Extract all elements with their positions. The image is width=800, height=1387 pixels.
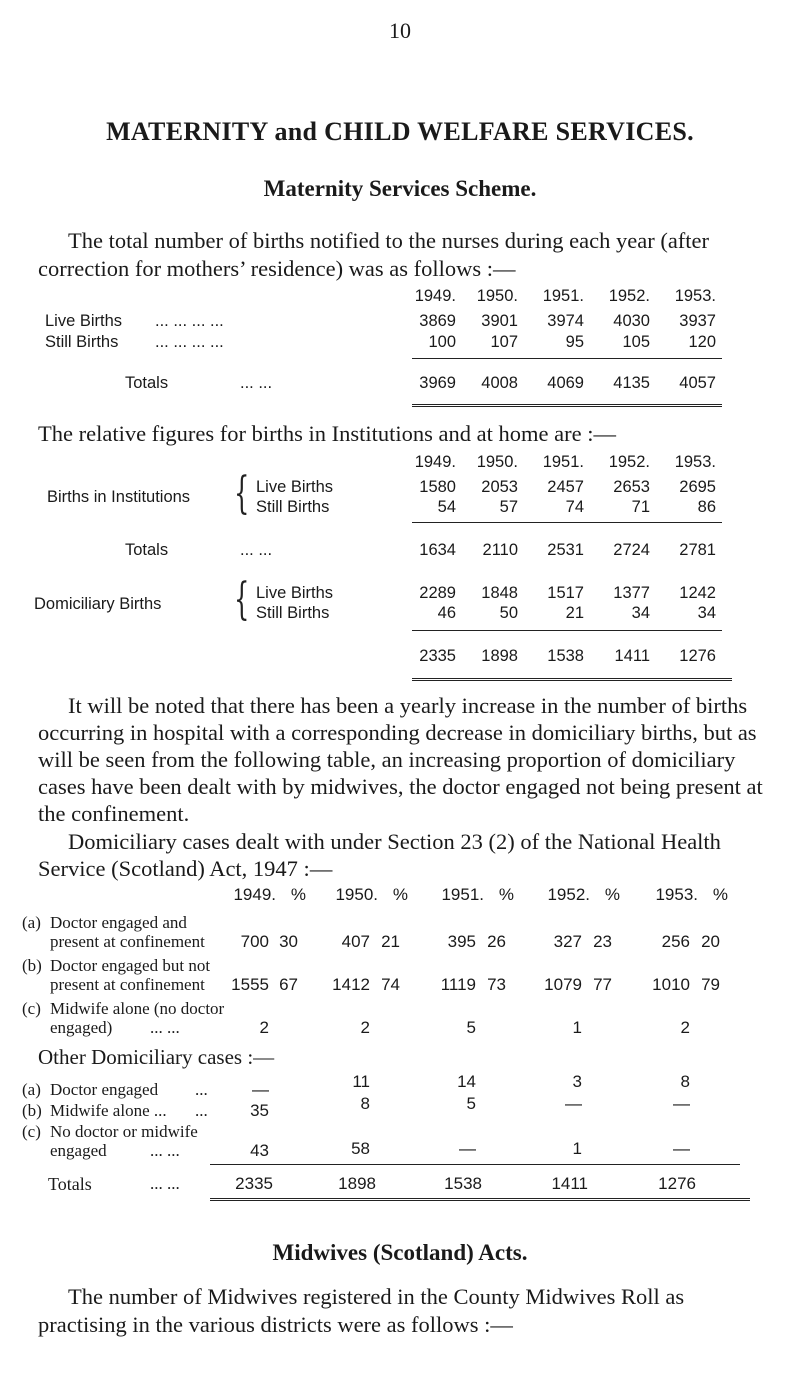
year-header: 1949.	[233, 885, 276, 904]
leader-dots: ...	[195, 1080, 208, 1099]
percent-header: %	[604, 885, 620, 904]
table-cell: 1411	[551, 1174, 588, 1193]
table-cell: 1848	[481, 584, 518, 602]
table-cell: 50	[499, 604, 518, 622]
totals-label: Totals	[125, 541, 169, 559]
table-cell: 67	[279, 975, 298, 994]
left-brace-icon: {	[234, 468, 250, 519]
table-cell: 77	[593, 975, 612, 994]
table-cell: 1898	[481, 647, 518, 665]
row-label: Still Births	[256, 604, 330, 622]
year-header: 1950.	[335, 885, 378, 904]
table-cell: 8	[360, 1094, 370, 1113]
table-cell: 4030	[613, 312, 650, 330]
table1-year: 1953.	[674, 287, 716, 305]
midwives-text: The number of Midwives registered in the County Midwives Roll as practising in the various districts were as follows :—	[38, 1284, 685, 1337]
table-cell: 105	[622, 333, 650, 351]
table-cell: 100	[428, 333, 456, 351]
table-cell: 4135	[613, 374, 650, 392]
leader-dots: ... ...	[240, 374, 273, 392]
relative-intro-text: The relative figures for births in Institutions and at home are :—	[38, 421, 616, 446]
row-label-line2: engaged)	[50, 1018, 113, 1037]
table-cell: 1538	[444, 1174, 482, 1193]
percent-header: %	[392, 885, 408, 904]
row-label: Live Births	[256, 478, 334, 496]
intro-text: The total number of births notified to the nurses during each year (after correction for mothers’ residence) was as follows :—	[38, 228, 710, 281]
table-cell: 1538	[547, 647, 584, 665]
table-cell: 35	[250, 1101, 269, 1120]
table-cell: 1242	[679, 584, 716, 602]
table-cell: 1377	[613, 584, 650, 602]
table-cell: 23	[593, 932, 612, 951]
total-double-rule	[412, 678, 732, 684]
table2-year: 1952.	[608, 453, 650, 471]
total-double-rule	[210, 1198, 750, 1204]
row-key: (a)	[22, 1080, 41, 1099]
row-label-line2: present at confinement	[50, 975, 205, 994]
table-cell: 2	[680, 1018, 690, 1037]
table-cell: 700	[240, 932, 269, 951]
domiciliary-intro-paragraph	[38, 828, 778, 882]
table-cell: 43	[250, 1141, 269, 1160]
table-cell: 95	[565, 333, 584, 351]
subtotal-rule	[210, 1164, 740, 1165]
row-key: (c)	[22, 1122, 41, 1141]
leader-dots: ...	[195, 1101, 208, 1120]
section-title-maternity: Maternity Services Scheme.	[263, 176, 537, 201]
table-cell: 3937	[679, 312, 716, 330]
table-cell: 1	[572, 1018, 582, 1037]
table-cell: 3969	[419, 374, 456, 392]
year-header: 1952.	[547, 885, 590, 904]
table1-year: 1949.	[414, 287, 456, 305]
institutions-group-label: Births in Institutions	[47, 488, 191, 506]
table-cell: 1276	[679, 647, 716, 665]
table-cell: 1079	[544, 975, 582, 994]
leader-dots: ... ...	[240, 541, 273, 559]
table-cell: 20	[701, 932, 720, 951]
table-cell: 1010	[652, 975, 690, 994]
table-cell: 5	[466, 1094, 476, 1113]
table-cell: 30	[279, 932, 298, 951]
totals-label: Totals	[48, 1174, 92, 1194]
table-cell: 14	[457, 1072, 476, 1091]
table-cell: —	[252, 1080, 269, 1099]
table-cell: 8	[680, 1072, 690, 1091]
table-cell: 1412	[332, 975, 370, 994]
row-key: (b)	[22, 1101, 42, 1120]
table1-year: 1950.	[476, 287, 518, 305]
page-title: MATERNITY and CHILD WELFARE SERVICES.	[106, 117, 694, 146]
table-cell: 74	[565, 498, 584, 516]
table-cell: 2289	[419, 584, 456, 602]
table-cell: 74	[381, 975, 400, 994]
row-label: Live Births	[45, 312, 123, 330]
table-cell: 21	[565, 604, 584, 622]
leader-dots: ... ... ... ...	[155, 312, 224, 330]
year-header: 1953.	[655, 885, 698, 904]
table-cell: 2053	[481, 478, 518, 496]
table-cell: 256	[661, 932, 690, 951]
table-cell: 120	[688, 333, 716, 351]
row-label-line1: Midwife alone (no doctor	[50, 999, 225, 1018]
table-cell: 2781	[679, 541, 716, 559]
table-cell: 58	[351, 1139, 370, 1158]
row-label-line2: present at confinement	[50, 932, 205, 951]
table-cell: 107	[490, 333, 518, 351]
note-paragraph	[38, 692, 778, 827]
table-cell: 1276	[658, 1174, 696, 1193]
total-double-rule	[412, 404, 722, 410]
table-cell: —	[673, 1139, 690, 1158]
year-header: 1951.	[441, 885, 484, 904]
midwives-paragraph	[38, 1283, 778, 1339]
table-cell: 1634	[419, 541, 456, 559]
table-cell: 11	[352, 1072, 370, 1091]
table-cell: 1119	[440, 975, 476, 994]
percent-header: %	[712, 885, 728, 904]
row-label: Still Births	[256, 498, 330, 516]
table2-year: 1953.	[674, 453, 716, 471]
row-label: Live Births	[256, 584, 334, 602]
percent-header: %	[498, 885, 514, 904]
row-key: (c)	[22, 999, 41, 1018]
note-text: It will be noted that there has been a yearly increase in the number of births occurring in hospital with a corresponding decrease in domiciliary births, but as will be seen from the following table, an increasing proportion of domiciliary cases have been dealt with by midwives, the doctor engaged not being present at the confinement.	[38, 693, 763, 826]
table-cell: 2335	[235, 1174, 273, 1193]
table-cell: —	[565, 1094, 582, 1113]
table-cell: 79	[701, 975, 720, 994]
table-cell: 2	[360, 1018, 370, 1037]
table-cell: 1	[572, 1139, 582, 1158]
table-cell: 1517	[547, 584, 584, 602]
table-cell: 2724	[613, 541, 650, 559]
table-cell: 3	[572, 1072, 582, 1091]
table-cell: 2457	[547, 478, 584, 496]
table-cell: 1555	[231, 975, 269, 994]
table1-year: 1951.	[542, 287, 584, 305]
subtotal-rule	[412, 522, 722, 523]
table-cell: 407	[341, 932, 370, 951]
row-label-line1: No doctor or midwife	[50, 1122, 198, 1141]
table-cell: 4057	[679, 374, 716, 392]
relative-figures-paragraph	[38, 420, 778, 448]
table-cell: 4008	[481, 374, 518, 392]
table-cell: 3869	[419, 312, 456, 330]
totals-label: Totals	[125, 374, 169, 392]
table-cell: —	[673, 1094, 690, 1113]
table-cell: 86	[697, 498, 716, 516]
table-cell: 3974	[547, 312, 584, 330]
table-cell: 1580	[419, 478, 456, 496]
table-cell: 5	[466, 1018, 476, 1037]
leader-dots: ... ... ... ...	[155, 333, 224, 351]
other-cases-heading: Other Domiciliary cases :—	[38, 1045, 275, 1069]
table-cell: 3901	[481, 312, 518, 330]
table-cell: 73	[487, 975, 506, 994]
row-label-line1: Doctor engaged but not	[50, 956, 211, 975]
table2-year: 1950.	[476, 453, 518, 471]
table-cell: 21	[381, 932, 400, 951]
table-cell: 395	[447, 932, 476, 951]
table-cell: 2110	[482, 541, 518, 559]
table-cell: 34	[697, 604, 716, 622]
table-cell: 2695	[679, 478, 716, 496]
table-cell: 2	[259, 1018, 269, 1037]
row-label-line2: engaged	[50, 1141, 107, 1160]
row-key: (a)	[22, 913, 41, 932]
leader-dots: ... ...	[150, 1141, 180, 1160]
domiciliary-intro-text: Domiciliary cases dealt with under Section 23 (2) of the National Health Service (Scotland) Act, 1947 :—	[38, 829, 721, 881]
leader-dots: ... ...	[150, 1174, 180, 1193]
table-cell: —	[459, 1139, 476, 1158]
subtotal-rule	[412, 630, 722, 631]
leader-dots: ... ...	[150, 1018, 180, 1037]
table-cell: 1411	[614, 647, 650, 665]
percent-header: %	[290, 885, 306, 904]
row-label-line1: Doctor engaged	[50, 1080, 159, 1099]
left-brace-icon: {	[234, 574, 250, 625]
table-cell: 57	[499, 498, 518, 516]
page-number: 10	[389, 18, 411, 43]
table-cell: 2531	[547, 541, 584, 559]
row-label-line1: Midwife alone ...	[50, 1101, 167, 1120]
table-cell: 1898	[338, 1174, 376, 1193]
table-cell: 26	[487, 932, 506, 951]
table-cell: 46	[437, 604, 456, 622]
row-key: (b)	[22, 956, 42, 975]
table-cell: 4069	[547, 374, 584, 392]
table-cell: 71	[631, 498, 650, 516]
table-cell: 2653	[613, 478, 650, 496]
table2-year: 1949.	[414, 453, 456, 471]
section-title-midwives: Midwives (Scotland) Acts.	[272, 1240, 528, 1265]
table-cell: 327	[553, 932, 582, 951]
row-label-line1: Doctor engaged and	[50, 913, 187, 932]
row-label: Still Births	[45, 333, 119, 351]
domiciliary-group-label: Domiciliary Births	[34, 595, 162, 613]
table-cell: 34	[631, 604, 650, 622]
table-cell: 54	[437, 498, 456, 516]
intro-paragraph	[38, 227, 778, 283]
table2-year: 1951.	[542, 453, 584, 471]
subtotal-rule	[412, 358, 722, 359]
table-cell: 2335	[419, 647, 456, 665]
table1-year: 1952.	[608, 287, 650, 305]
